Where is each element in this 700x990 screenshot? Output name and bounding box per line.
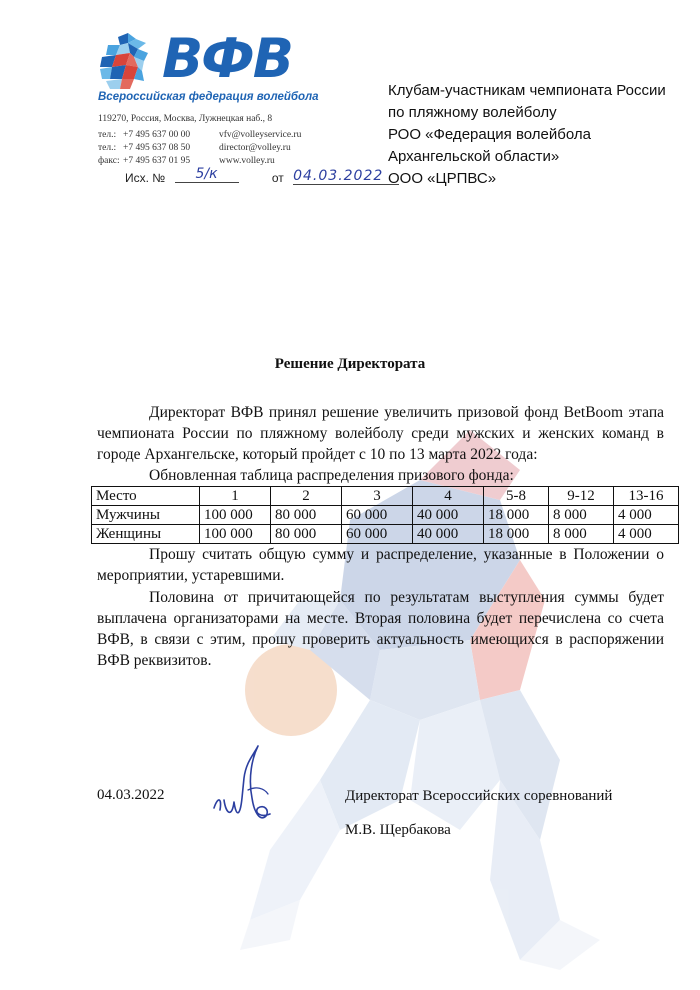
table-cell: Мужчины bbox=[92, 506, 200, 525]
addressee-line: Клубам-участникам чемпионата России bbox=[388, 82, 666, 99]
addressee-line: ООО «ЦРПВС» bbox=[388, 170, 497, 187]
table-cell: 60 000 bbox=[342, 506, 413, 525]
prize-distribution-table bbox=[91, 486, 679, 544]
outdated-notice-paragraph: Прошу считать общую сумму и распределение, указанные в Положении о мероприятии, устаревшими. bbox=[97, 546, 664, 584]
table-cell: 4 000 bbox=[614, 525, 679, 544]
logo-text: ВФВ bbox=[162, 27, 292, 90]
table-cell: 8 000 bbox=[549, 525, 614, 544]
signer-name: М.В. Щербакова bbox=[345, 822, 451, 838]
volleyball-logo-icon bbox=[98, 33, 160, 89]
table-cell: 18 000 bbox=[484, 525, 549, 544]
outgoing-label: Исх. № bbox=[125, 171, 166, 185]
header-cell: 1 bbox=[200, 487, 271, 506]
contact-email[interactable]: vfv@volleyservice.ru bbox=[219, 130, 302, 140]
contact-phone: +7 495 637 00 00 bbox=[123, 130, 191, 140]
header-cell: 3 bbox=[342, 487, 413, 506]
table-cell: 4 000 bbox=[614, 506, 679, 525]
addressee-line: по пляжному волейболу bbox=[388, 104, 557, 121]
org-address: 119270, Россия, Москва, Лужнецкая наб., 8 bbox=[98, 114, 273, 124]
logo-subtitle: Всероссийская федерация волейбола bbox=[98, 91, 319, 103]
table-cell: 100 000 bbox=[200, 525, 271, 544]
contact-fax: +7 495 637 01 95 bbox=[123, 156, 191, 166]
decision-paragraph: Директорат ВФВ принял решение увеличить призовой фонд BetBoom этапа чемпионата России по пляжному волейболу среди мужских и женских команд в городе Архангельске, который пройдет с 10 по 13 марта 2022 года: bbox=[97, 404, 664, 463]
table-cell: 40 000 bbox=[413, 506, 484, 525]
addressee-block bbox=[388, 80, 666, 190]
payment-paragraph: Половина от причитающейся по результатам выступления суммы будет выплачена организаторами на месте. Вторая половина будет перечислена со счета ВФВ, в связи с этим, прошу проверить актуальность имеющихся в распоряжении ВФВ реквизитов. bbox=[97, 589, 664, 669]
contact-label: тел.: bbox=[98, 143, 117, 153]
header-cell: 13-16 bbox=[614, 487, 679, 506]
contact-row bbox=[98, 129, 301, 142]
addressee-line: РОО «Федерация волейбола bbox=[388, 126, 591, 143]
table-cell: 8 000 bbox=[549, 506, 614, 525]
table-cell: 80 000 bbox=[271, 506, 342, 525]
outgoing-reference bbox=[125, 166, 399, 187]
header-cell: 5-8 bbox=[484, 487, 549, 506]
addressee-line: Архангельской области» bbox=[388, 148, 560, 165]
vfv-logo bbox=[98, 27, 319, 103]
header-cell: 4 bbox=[413, 487, 484, 506]
table-cell: 80 000 bbox=[271, 525, 342, 544]
table-intro: Обновленная таблица распределения призового фонда: bbox=[149, 467, 514, 484]
table-cell: Женщины bbox=[92, 525, 200, 544]
table-header-row bbox=[92, 487, 679, 506]
outgoing-date: 04.03.2022 bbox=[293, 168, 399, 185]
contact-website[interactable]: www.volley.ru bbox=[219, 156, 275, 166]
table-row-women bbox=[92, 525, 679, 544]
contact-block bbox=[98, 113, 301, 168]
contact-label: тел.: bbox=[98, 130, 117, 140]
contact-label: факс: bbox=[98, 156, 120, 166]
contact-email[interactable]: director@volley.ru bbox=[219, 143, 291, 153]
table-cell: 60 000 bbox=[342, 525, 413, 544]
header-cell: Место bbox=[92, 487, 200, 506]
header-cell: 9-12 bbox=[549, 487, 614, 506]
document-title: Решение Директората bbox=[274, 356, 426, 372]
header-cell: 2 bbox=[271, 487, 342, 506]
from-label: от bbox=[271, 171, 284, 185]
outgoing-number: 5/к bbox=[175, 166, 239, 183]
table-cell: 100 000 bbox=[200, 506, 271, 525]
contact-row bbox=[98, 142, 301, 155]
contact-phone: +7 495 637 08 50 bbox=[123, 143, 191, 153]
handwritten-signature bbox=[208, 738, 278, 828]
table-cell: 18 000 bbox=[484, 506, 549, 525]
document-date: 04.03.2022 bbox=[97, 787, 165, 803]
table-row-men bbox=[92, 506, 679, 525]
table-cell: 40 000 bbox=[413, 525, 484, 544]
signer-title: Директорат Всероссийских соревнований bbox=[345, 788, 613, 804]
